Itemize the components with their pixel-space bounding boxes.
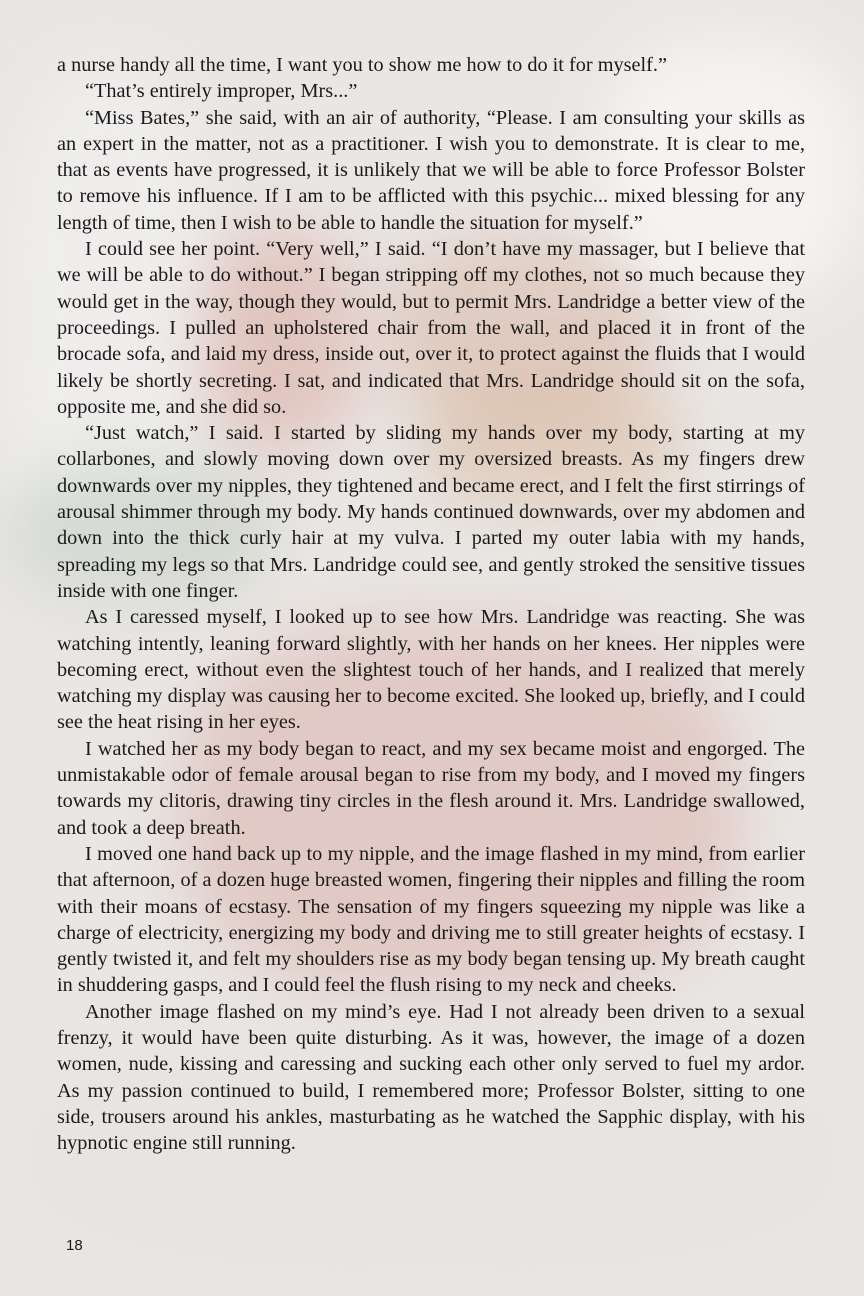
paragraph: a nurse handy all the time, I want you to show me how to do it for myself.”	[57, 54, 668, 76]
paragraph: I could see her point. “Very well,” I said. “I don’t have my massager, but I believe that we will be able to do without.” I began stripping off my clothes, not so much because they would get in the way, though they would, but to permit Mrs. Landridge a better view of the proceedings. I pulled an upholstered chair from the wall, and placed it in front of the brocade sofa, and laid my dress, inside out, over it, to protect against the fluids that I would likely be shortly secreting. I sat, and indicated that Mrs. Landridge should sit on the sofa, opposite me, and she did so.	[57, 238, 805, 418]
paragraph: As I caressed myself, I looked up to see how Mrs. Landridge was reacting. She was watching intently, leaning forward slightly, with her hands on her knees. Her nipples were becoming erect, without even the slightest touch of her hands, and I realized that merely watching my display was causing her to become excited. She looked up, briefly, and I could see the heat rising in her eyes.	[57, 606, 805, 734]
paragraph: “That’s entirely improper, Mrs...”	[85, 80, 358, 103]
paragraph: I watched her as my body began to react, and my sex became moist and engorged. The unmistakable odor of female arousal began to rise from my body, and I moved my fingers towards my clitoris, drawing tiny circles in the flesh around it. Mrs. Landridge swallowed, and took a deep breath.	[57, 737, 805, 839]
paragraph: “Just watch,” I said. I started by sliding my hands over my body, starting at my collarbones, and slowly moving down over my oversized breasts. As my fingers drew downwards over my nipples, they tightened and became erect, and I felt the first stirrings of arousal shimmer through my body. My hands continued downwards, over my abdomen and down into the thick curly hair at my vulva. I parted my outer labia with my hands, spreading my legs so that Mrs. Landridge could see, and gently stroked the sensitive tissues inside with one finger.	[57, 422, 805, 602]
paragraph: I moved one hand back up to my nipple, and the image flashed in my mind, from earlier that afternoon, of a dozen huge breasted women, fingering their nipples and filling the room with their moans of ecstasy. The sensation of my fingers squeezing my nipple was like a charge of electricity, energizing my body and driving me to still greater heights of ecstasy. I gently twisted it, and felt my shoulders rise as my body began tensing up. My breath caught in shuddering gasps, and I could feel the flush rising to my neck and cheeks.	[57, 842, 805, 997]
page-number: 18	[66, 1237, 83, 1254]
paragraph: Another image flashed on my mind’s eye. Had I not already been driven to a sexual frenzy, it would have been quite disturbing. As it was, however, the image of a dozen women, nude, kissing and caressing and sucking each other only served to fuel my ardor. As my passion continued to build, I remembered more; Professor Bolster, sitting to one side, trousers around his ankles, masturbating as he watched the Sapphic display, with his hypnotic engine still running.	[57, 1000, 805, 1155]
body-text	[57, 52, 805, 1156]
paragraph: “Miss Bates,” she said, with an air of authority, “Please. I am consulting your skills as an expert in the matter, not as a practitioner. I wish you to demonstrate. It is clear to me, that as events have progressed, it is unlikely that we will be able to force Professor Bolster to remove his influence. If I am to be afflicted with this psychic... mixed blessing for any length of time, then I wish to be able to handle the situation for myself.”	[57, 106, 805, 234]
